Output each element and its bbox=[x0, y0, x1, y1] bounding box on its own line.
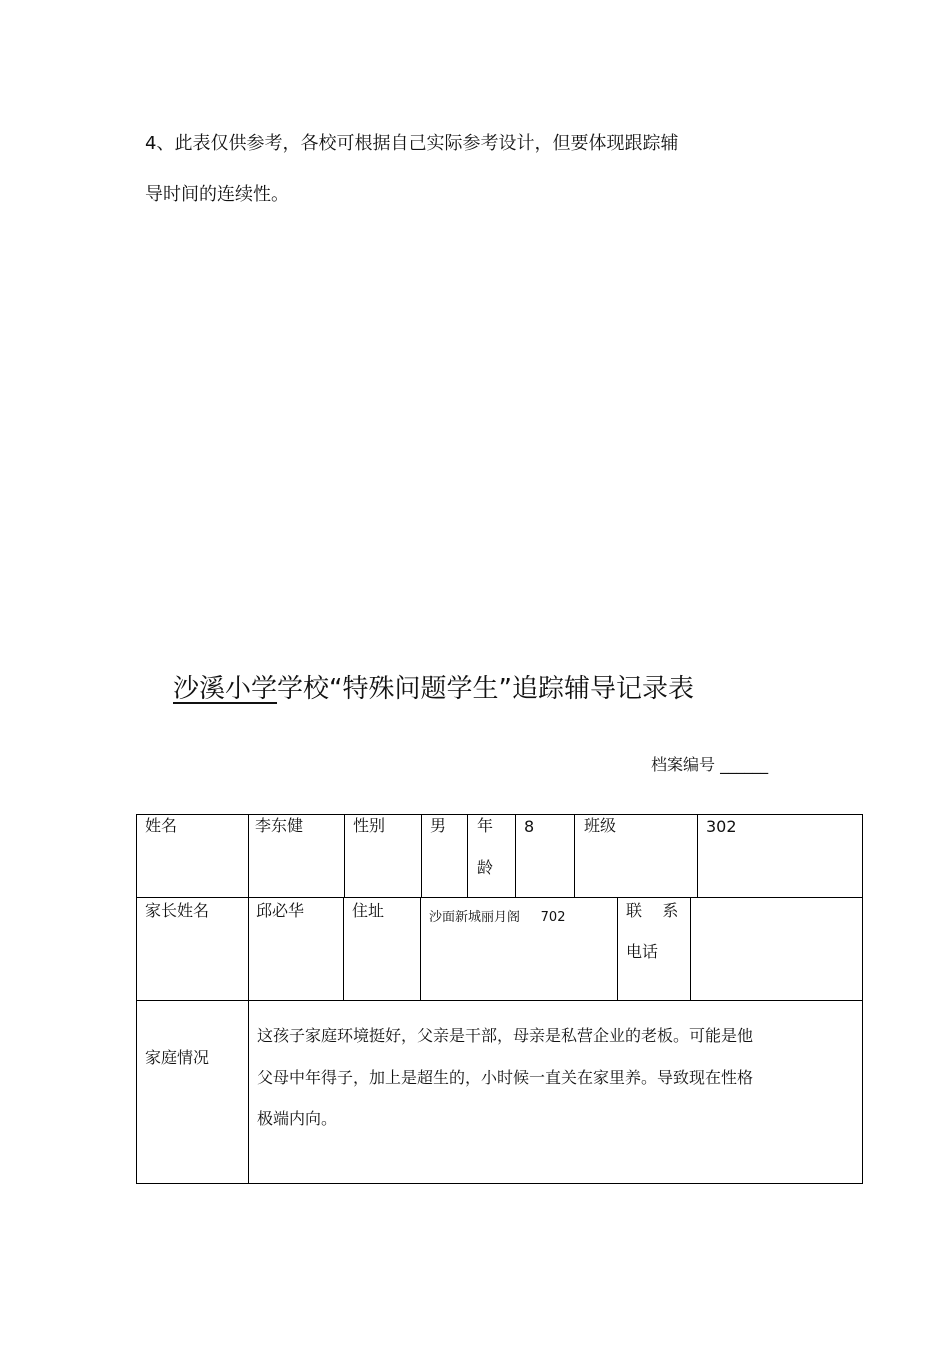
page-title bbox=[173, 668, 694, 705]
address-label: 住址 bbox=[352, 901, 385, 920]
family-situation-line-1: 这孩子家庭环境挺好，父亲是干部，母亲是私营企业的老板。可能是他 bbox=[257, 1026, 754, 1045]
phone-label-line2: 电话 bbox=[626, 942, 659, 961]
table-border-right bbox=[862, 814, 863, 1184]
class-label: 班级 bbox=[584, 816, 617, 835]
table-col-divider bbox=[467, 814, 468, 898]
age-label-line2: 龄 bbox=[477, 858, 494, 877]
table-col-divider bbox=[697, 814, 698, 898]
table-col-divider bbox=[617, 897, 618, 1001]
table-col-divider bbox=[690, 897, 691, 1001]
age-value: 8 bbox=[524, 817, 535, 836]
parent-name-label: 家长姓名 bbox=[145, 901, 210, 920]
table-row-divider bbox=[136, 1000, 863, 1001]
note-line-2: 导时间的连续性。 bbox=[145, 184, 289, 205]
table-border-top bbox=[136, 814, 863, 815]
age-label-line1: 年 bbox=[477, 816, 494, 835]
table-col-divider bbox=[421, 814, 422, 898]
class-value: 302 bbox=[706, 817, 737, 836]
table-border-bottom bbox=[136, 1183, 863, 1184]
note-line-1: 4、此表仅供参考，各校可根据自己实际参考设计，但要体现跟踪辅 bbox=[145, 133, 679, 154]
address-value: 沙面新城丽月阁 702 bbox=[429, 910, 566, 925]
gender-value: 男 bbox=[430, 816, 447, 835]
title-rest: 学校“特殊问题学生”追踪辅导记录表 bbox=[277, 674, 694, 704]
name-label: 姓名 bbox=[145, 816, 178, 835]
school-name: 沙溪小学 bbox=[173, 674, 278, 704]
table-col-divider bbox=[515, 814, 516, 898]
phone-label-line1: 联 系 bbox=[626, 901, 679, 920]
table-col-divider bbox=[420, 897, 421, 1001]
table-col-divider bbox=[344, 814, 345, 898]
family-situation-label: 家庭情况 bbox=[145, 1048, 210, 1067]
name-value: 李东健 bbox=[255, 816, 304, 835]
table-row-divider bbox=[136, 897, 863, 898]
family-situation-line-2: 父母中年得子，加上是超生的，小时候一直关在家里养。导致现在性格 bbox=[257, 1068, 754, 1087]
parent-name-value: 邱必华 bbox=[256, 901, 305, 920]
table-col-divider bbox=[574, 814, 575, 898]
family-situation-line-3: 极端内向。 bbox=[257, 1109, 338, 1128]
table-col-divider bbox=[343, 897, 344, 1001]
gender-label: 性别 bbox=[353, 816, 386, 835]
table-col-divider bbox=[248, 814, 249, 1184]
table-border-left bbox=[136, 814, 137, 1184]
file-number: 档案编号 ______ bbox=[651, 755, 769, 774]
